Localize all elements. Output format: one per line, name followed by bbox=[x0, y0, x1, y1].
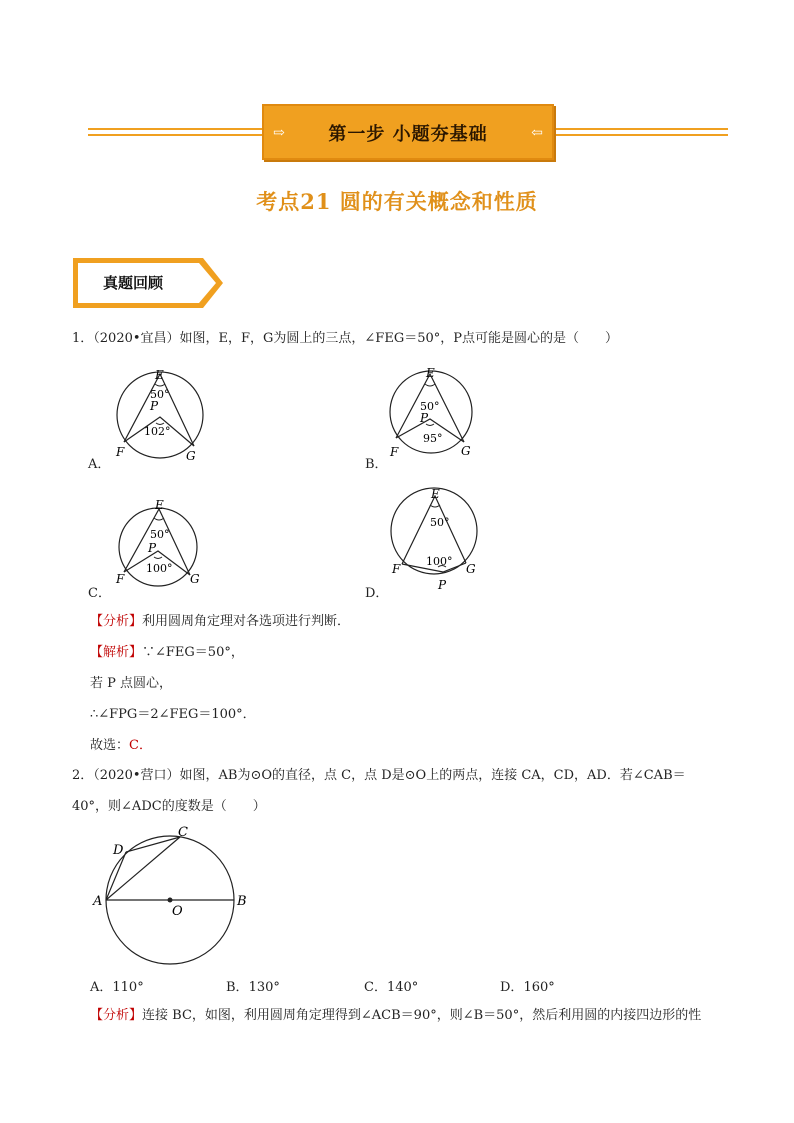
q2-analysis bbox=[90, 1006, 701, 1026]
angle-top-b: 50° bbox=[420, 400, 440, 413]
label-O: O bbox=[172, 904, 183, 919]
label-F: F bbox=[116, 572, 125, 586]
label-E: E bbox=[431, 487, 440, 501]
label-E: E bbox=[426, 366, 435, 380]
banner-box bbox=[262, 104, 554, 160]
q1-figure-a bbox=[110, 362, 210, 467]
banner-line-left-bottom bbox=[88, 134, 262, 136]
label-D: D bbox=[113, 843, 124, 858]
banner-line-right-top bbox=[554, 128, 728, 130]
q1-figure-b bbox=[384, 362, 484, 467]
q2-stem-line-1: 2．（2020•营口）如图，AB为⊙O的直径，点 C，点 D是⊙O上的两点，连接 CA，CD，AD．若∠CAB＝ bbox=[72, 768, 686, 783]
label-F: F bbox=[390, 445, 399, 459]
angle-top-a: 50° bbox=[150, 388, 170, 401]
q1-option-b-label: B． bbox=[365, 457, 388, 472]
section-subtitle: 考点21 圆的有关概念和性质 bbox=[256, 189, 538, 214]
angle-top-c: 50° bbox=[150, 528, 170, 541]
analysis-tag: 【分析】 bbox=[90, 1008, 143, 1023]
q1-option-c-label: C． bbox=[88, 586, 111, 601]
label-G: G bbox=[461, 444, 471, 458]
q2-stem-line-2: 40°，则∠ADC的度数是（ ） bbox=[72, 799, 266, 814]
banner-line-right-bottom bbox=[554, 134, 728, 136]
section-tag-label: 真题回顾 bbox=[103, 274, 164, 292]
angle-top-d: 50° bbox=[430, 516, 450, 529]
label-P: P bbox=[420, 411, 429, 425]
q2-option-b: B．130° bbox=[226, 980, 280, 995]
solution-tag: 【解析】 bbox=[90, 645, 143, 660]
angle-center-b: 95° bbox=[423, 432, 443, 445]
q1-answer bbox=[90, 736, 152, 756]
label-P: P bbox=[148, 541, 157, 555]
label-F: F bbox=[392, 562, 401, 576]
angle-center-c: 100° bbox=[146, 562, 173, 575]
analysis-tag: 【分析】 bbox=[90, 614, 143, 629]
q1-option-d-label: D． bbox=[365, 586, 389, 601]
q1-solution-1 bbox=[90, 643, 244, 663]
label-E: E bbox=[155, 498, 164, 512]
q2-option-d: D．160° bbox=[500, 980, 555, 995]
q1-figure-d bbox=[386, 486, 486, 594]
label-A: A bbox=[93, 894, 103, 909]
q2-option-c: C．140° bbox=[364, 980, 419, 995]
label-P: P bbox=[150, 399, 159, 413]
label-E: E bbox=[155, 368, 164, 382]
q2-option-a: A．110° bbox=[90, 980, 144, 995]
banner-line-left-top bbox=[88, 128, 262, 130]
label-B: B bbox=[237, 894, 247, 909]
answer-prefix: 故选： bbox=[90, 738, 130, 753]
label-F: F bbox=[116, 445, 125, 459]
q1-solution-2: 若 P 点圆心， bbox=[90, 676, 173, 691]
angle-center-a: 102° bbox=[144, 425, 171, 438]
analysis-text: 利用圆周角定理对各选项进行判断． bbox=[142, 614, 351, 629]
label-G: G bbox=[466, 562, 476, 576]
solution-line-1: ∵∠FEG＝50°， bbox=[142, 645, 244, 660]
arrow-right-icon: ⇨ bbox=[273, 125, 285, 141]
q1-analysis bbox=[90, 612, 350, 632]
q1-figure-c bbox=[110, 494, 210, 594]
q1-option-a-label: A． bbox=[88, 457, 111, 472]
q1-stem: 1．（2020•宜昌）如图，E，F，G为圆上的三点，∠FEG＝50°，P点可能是圆心的是（ ） bbox=[72, 331, 618, 346]
q1-solution-3: ∴∠FPG＝2∠FEG＝100°． bbox=[90, 707, 256, 722]
arrow-left-icon: ⇦ bbox=[531, 125, 543, 141]
angle-center-d: 100° bbox=[426, 555, 453, 568]
section-tag bbox=[73, 258, 223, 308]
banner-title: 第一步 小题夯基础 bbox=[328, 124, 488, 145]
answer-value: C． bbox=[129, 738, 152, 753]
label-P: P bbox=[438, 578, 447, 592]
q2-figure bbox=[88, 822, 258, 972]
label-G: G bbox=[190, 572, 200, 586]
label-C: C bbox=[178, 825, 188, 840]
label-G: G bbox=[186, 449, 196, 463]
analysis-text: 连接 BC，如图，利用圆周角定理得到∠ACB＝90°，则∠B＝50°，然后利用圆的内接四边形的性 bbox=[142, 1008, 702, 1023]
